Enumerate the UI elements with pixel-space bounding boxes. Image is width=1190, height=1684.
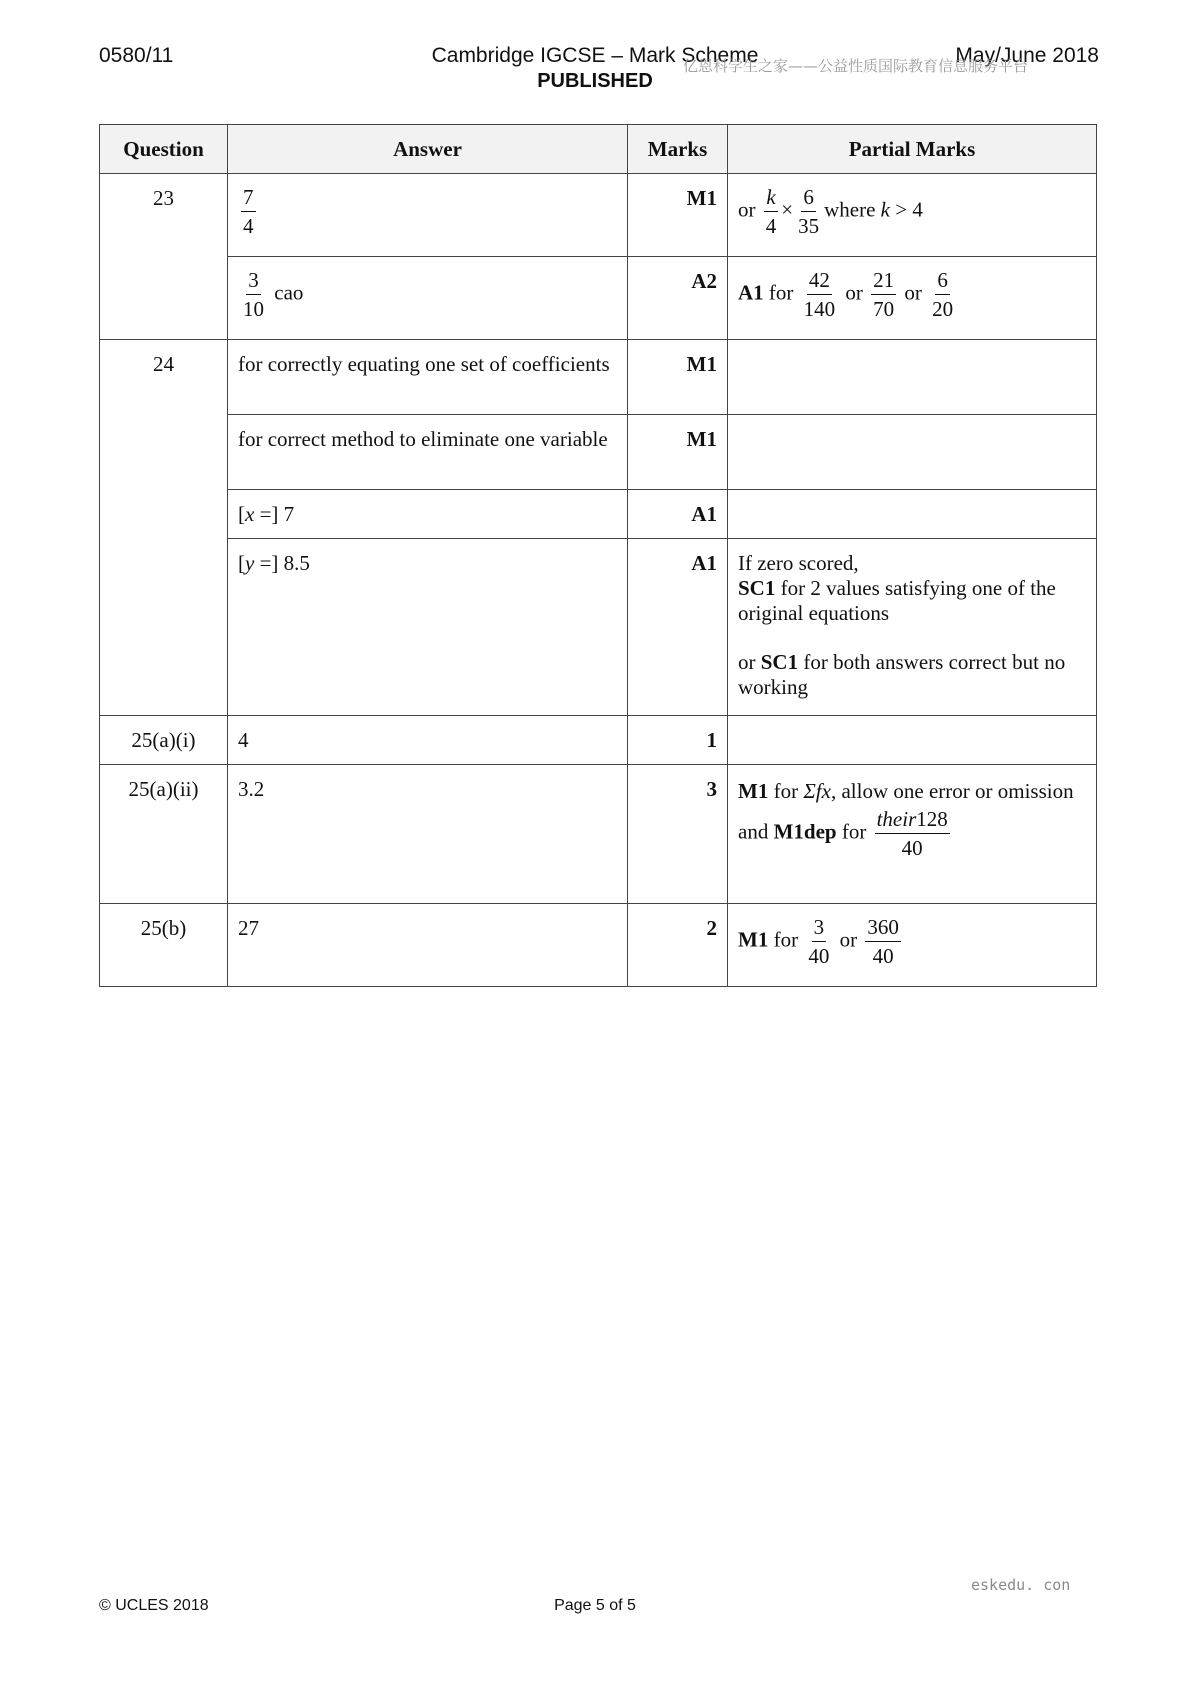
question-number: 25(a)(ii) [100, 765, 228, 904]
site-watermark: eskedu. con [971, 1576, 1071, 1594]
marks-cell: A2 [628, 257, 728, 340]
table-row [100, 490, 1097, 539]
fraction: $\frac{360}{40}$ [867, 915, 899, 969]
answer-cell: [x =] 7 [228, 490, 628, 539]
document-date: May/June 2018 [955, 44, 1099, 67]
table-row [100, 765, 1097, 904]
answer-cell: 27 [228, 904, 628, 987]
column-header-marks: Marks [628, 125, 728, 174]
answer-cell: $\frac{3}{10}$ cao [228, 257, 628, 340]
table-row [100, 716, 1097, 765]
fraction: $\frac{42}{140}$ [803, 268, 836, 322]
marks-cell: A1 [628, 490, 728, 539]
answer-cell: 4 [228, 716, 628, 765]
fraction: $\frac{3}{10}$ [243, 268, 264, 322]
fraction: $\frac{\text{their128}}{40}$ [876, 807, 948, 861]
fraction: $\frac{21}{70}$ [873, 268, 895, 322]
table-row [100, 340, 1097, 415]
table-row [100, 904, 1097, 987]
fraction: $\frac{6}{20}$ [932, 268, 954, 322]
question-number: 24 [100, 340, 228, 716]
watermark-text: 亿恩科学生之家——公益性质国际教育信息服务平台 [683, 57, 1029, 75]
marks-cell: M1 [628, 174, 728, 257]
table-row [100, 415, 1097, 490]
marks-cell: A1 [628, 539, 728, 716]
table-row [100, 174, 1097, 257]
mark-scheme-table [99, 124, 1097, 987]
table-row [100, 539, 1097, 716]
partial-marks-cell: M1 for $\frac{3}{40}$ or $\frac{360}{40}$ [728, 904, 1097, 987]
answer-cell: for correct method to eliminate one variable [228, 415, 628, 490]
fraction: $\frac{3}{40}$ [808, 915, 830, 969]
question-number: 25(b) [100, 904, 228, 987]
marks-cell: 3 [628, 765, 728, 904]
document-code: 0580/11 [99, 44, 174, 67]
partial-marks-cell [728, 415, 1097, 490]
partial-marks-cell: M1 for Σfx, allow one error or omission and M1dep for $\frac{\text{their128}}{40}$ [728, 765, 1097, 904]
question-number: 23 [100, 174, 228, 340]
answer-cell [228, 174, 628, 257]
partial-marks-cell: or $\frac{k}{4}$ × $\frac{6}{35}$ where k > 4 [728, 174, 1097, 257]
fraction: $\frac{k}{4}$ [765, 185, 777, 239]
table-header-row [100, 125, 1097, 174]
question-number: 25(a)(i) [100, 716, 228, 765]
column-header-answer: Answer [228, 125, 628, 174]
published-label: PUBLISHED [537, 70, 653, 92]
table-row [100, 257, 1097, 340]
column-header-question: Question [100, 125, 228, 174]
marks-cell: 1 [628, 716, 728, 765]
partial-marks-cell [728, 716, 1097, 765]
fraction: $\frac{7}{4}$ [243, 185, 254, 239]
answer-cell: for correctly equating one set of coefficients [228, 340, 628, 415]
partial-marks-cell: If zero scored, SC1 for 2 values satisfying one of the original equations or SC1 for both answers correct but no working [728, 539, 1097, 716]
marks-cell: 2 [628, 904, 728, 987]
partial-marks-cell [728, 490, 1097, 539]
answer-cell: 3.2 [228, 765, 628, 904]
answer-cell: [y =] 8.5 [228, 539, 628, 716]
document-title: Cambridge IGCSE – Mark Scheme [431, 44, 759, 67]
fraction: $\frac{6}{35}$ [798, 185, 820, 239]
partial-marks-cell: A1 for $\frac{42}{140}$ or $\frac{21}{70}$ or $\frac{6}{20}$ [728, 257, 1097, 340]
marks-cell: M1 [628, 415, 728, 490]
copyright-notice: © UCLES 2018 [99, 1597, 209, 1614]
partial-marks-cell [728, 340, 1097, 415]
column-header-partial-marks: Partial Marks [728, 125, 1097, 174]
page-number: Page 5 of 5 [554, 1597, 636, 1614]
marks-cell: M1 [628, 340, 728, 415]
